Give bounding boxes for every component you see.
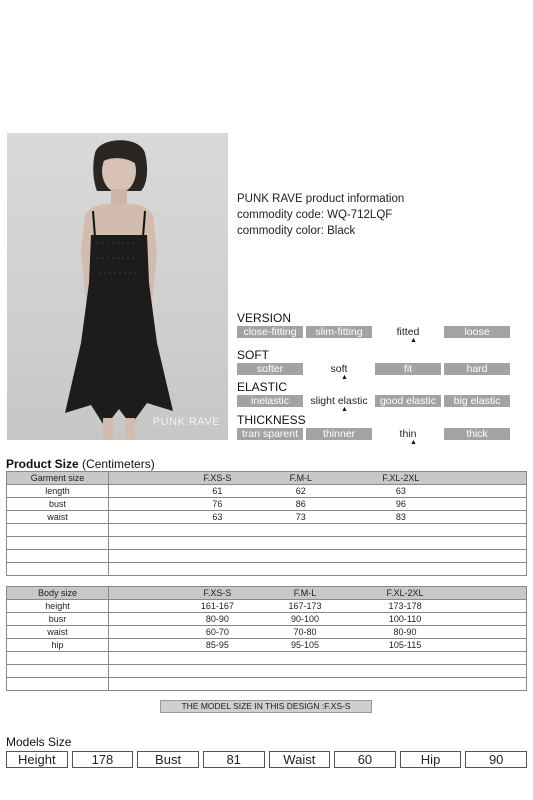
scale-option: fit xyxy=(375,363,441,375)
row-label-empty xyxy=(7,563,109,576)
model-waist-value: 60 xyxy=(334,751,396,768)
cell-value: 60-70 xyxy=(205,627,229,637)
cell-value: 85-95 xyxy=(205,640,229,650)
row-values-empty xyxy=(109,524,527,537)
cell-value: 70-80 xyxy=(293,627,317,637)
row-label: hip xyxy=(7,639,109,652)
table-header-sizes xyxy=(109,472,527,485)
cell-value: 161-167 xyxy=(200,601,234,611)
scale-option: loose xyxy=(444,326,510,338)
scale-option: inelastic xyxy=(237,395,303,407)
cell-value: 167-173 xyxy=(288,601,322,611)
scale-option: thinner xyxy=(306,428,372,440)
body-size-table xyxy=(6,586,527,691)
models-size-row xyxy=(6,751,527,768)
model-hip-label: Hip xyxy=(400,751,462,768)
size-column-header: F.XL-2XL xyxy=(386,588,424,598)
scale-option: hard xyxy=(444,363,510,375)
table-row-empty xyxy=(7,524,527,537)
attribute-scale xyxy=(237,395,510,407)
table-row xyxy=(7,511,527,524)
row-values-empty xyxy=(109,563,527,576)
attribute-label: ELASTIC xyxy=(237,380,288,394)
table-header-row xyxy=(7,472,527,485)
cell-value: 63 xyxy=(212,512,223,522)
model-height-value: 178 xyxy=(72,751,134,768)
row-label-empty xyxy=(7,524,109,537)
attribute-label: SOFT xyxy=(237,348,269,362)
row-label: height xyxy=(7,600,109,613)
scale-option: softer xyxy=(237,363,303,375)
info-brand-line: PUNK RAVE product information xyxy=(237,193,405,205)
model-hip-value: 90 xyxy=(465,751,527,768)
scale-option-selected: soft xyxy=(306,363,372,375)
row-values xyxy=(109,511,527,524)
attribute-thickness xyxy=(237,413,510,446)
scale-option: good elastic xyxy=(375,395,441,407)
attribute-scale xyxy=(237,326,510,338)
model-waist-label: Waist xyxy=(269,751,331,768)
selection-arrow-icon: ▲ xyxy=(410,439,417,446)
row-values-empty xyxy=(109,665,527,678)
cell-value: 90-100 xyxy=(290,614,319,624)
table-row xyxy=(7,600,527,613)
product-info xyxy=(237,191,404,239)
product-size-unit: (Centimeters) xyxy=(82,457,155,471)
attribute-scale xyxy=(237,428,510,440)
row-label-empty xyxy=(7,537,109,550)
table-row-empty xyxy=(7,652,527,665)
cell-value: 62 xyxy=(295,486,306,496)
row-values-empty xyxy=(109,652,527,665)
scale-option: close-fitting xyxy=(237,326,303,338)
scale-option-selected: thin xyxy=(375,428,441,440)
attribute-scale xyxy=(237,363,510,375)
row-values xyxy=(109,498,527,511)
size-column-header: F.XL-2XL xyxy=(382,473,420,483)
row-values xyxy=(109,639,527,652)
row-values-empty xyxy=(109,678,527,691)
model-size-note: THE MODEL SIZE IN THIS DESIGN :F.XS-S xyxy=(160,700,372,713)
attribute-elastic xyxy=(237,380,510,413)
cell-value: 83 xyxy=(395,512,406,522)
row-label: busr xyxy=(7,613,109,626)
model-figure-illustration xyxy=(7,133,228,440)
selection-arrow-icon: ▲ xyxy=(410,337,417,344)
info-code-line: commodity code: WQ-712LQF xyxy=(237,209,393,221)
size-column-header: F.XS-S xyxy=(203,473,232,483)
row-label-empty xyxy=(7,652,109,665)
row-label-empty xyxy=(7,550,109,563)
table-row-empty xyxy=(7,537,527,550)
cell-value: 61 xyxy=(212,486,223,496)
table-header-label: Garment size xyxy=(7,472,109,485)
model-bust-label: Bust xyxy=(137,751,199,768)
size-column-header: F.XS-S xyxy=(203,588,232,598)
row-values xyxy=(109,613,527,626)
table-row xyxy=(7,626,527,639)
table-row xyxy=(7,498,527,511)
cell-value: 96 xyxy=(395,499,406,509)
cell-value: 63 xyxy=(395,486,406,496)
table-row xyxy=(7,485,527,498)
row-label-empty xyxy=(7,665,109,678)
row-label-empty xyxy=(7,678,109,691)
scale-option: slim-fitting xyxy=(306,326,372,338)
row-values xyxy=(109,626,527,639)
model-height-label: Height xyxy=(6,751,68,768)
cell-value: 73 xyxy=(295,512,306,522)
scale-option: big elastic xyxy=(444,395,510,407)
product-size-heading: Product Size xyxy=(6,457,79,471)
cell-value: 80-90 xyxy=(393,627,417,637)
row-values xyxy=(109,485,527,498)
cell-value: 95-105 xyxy=(290,640,319,650)
attribute-version xyxy=(237,311,510,344)
garment-size-table xyxy=(6,471,527,576)
table-row-empty xyxy=(7,678,527,691)
product-size-title xyxy=(6,457,155,471)
attribute-label: THICKNESS xyxy=(237,413,306,427)
cell-value: 76 xyxy=(212,499,223,509)
table-row-empty xyxy=(7,563,527,576)
cell-value: 100-110 xyxy=(388,614,422,624)
size-column-header: F.M-L xyxy=(293,588,317,598)
scale-option: thick xyxy=(444,428,510,440)
model-bust-value: 81 xyxy=(203,751,265,768)
cell-value: 86 xyxy=(295,499,306,509)
row-values-empty xyxy=(109,537,527,550)
attribute-label: VERSION xyxy=(237,311,292,325)
row-label: bust xyxy=(7,498,109,511)
size-column-header: F.M-L xyxy=(289,473,313,483)
product-photo xyxy=(7,133,228,440)
info-color-line: commodity color: Black xyxy=(237,225,356,237)
cell-value: 105-115 xyxy=(388,640,422,650)
row-label: waist xyxy=(7,626,109,639)
table-header-sizes xyxy=(109,587,527,600)
table-row-empty xyxy=(7,665,527,678)
row-label: length xyxy=(7,485,109,498)
table-header-label: Body size xyxy=(7,587,109,600)
row-values xyxy=(109,600,527,613)
table-row xyxy=(7,613,527,626)
row-values-empty xyxy=(109,550,527,563)
cell-value: 173-178 xyxy=(388,601,422,611)
table-header-row xyxy=(7,587,527,600)
cell-value: 80-90 xyxy=(205,614,229,624)
attribute-soft xyxy=(237,348,510,381)
row-label: waist xyxy=(7,511,109,524)
scale-option: tran sparent xyxy=(237,428,303,440)
selection-arrow-icon: ▲ xyxy=(341,374,348,381)
scale-option-selected: slight elastic xyxy=(306,395,372,407)
table-row-empty xyxy=(7,550,527,563)
table-row xyxy=(7,639,527,652)
selection-arrow-icon: ▲ xyxy=(341,406,348,413)
scale-option-selected: fitted xyxy=(375,326,441,338)
photo-watermark: PUNK RAVE xyxy=(152,416,220,428)
models-size-title: Models Size xyxy=(6,735,72,749)
